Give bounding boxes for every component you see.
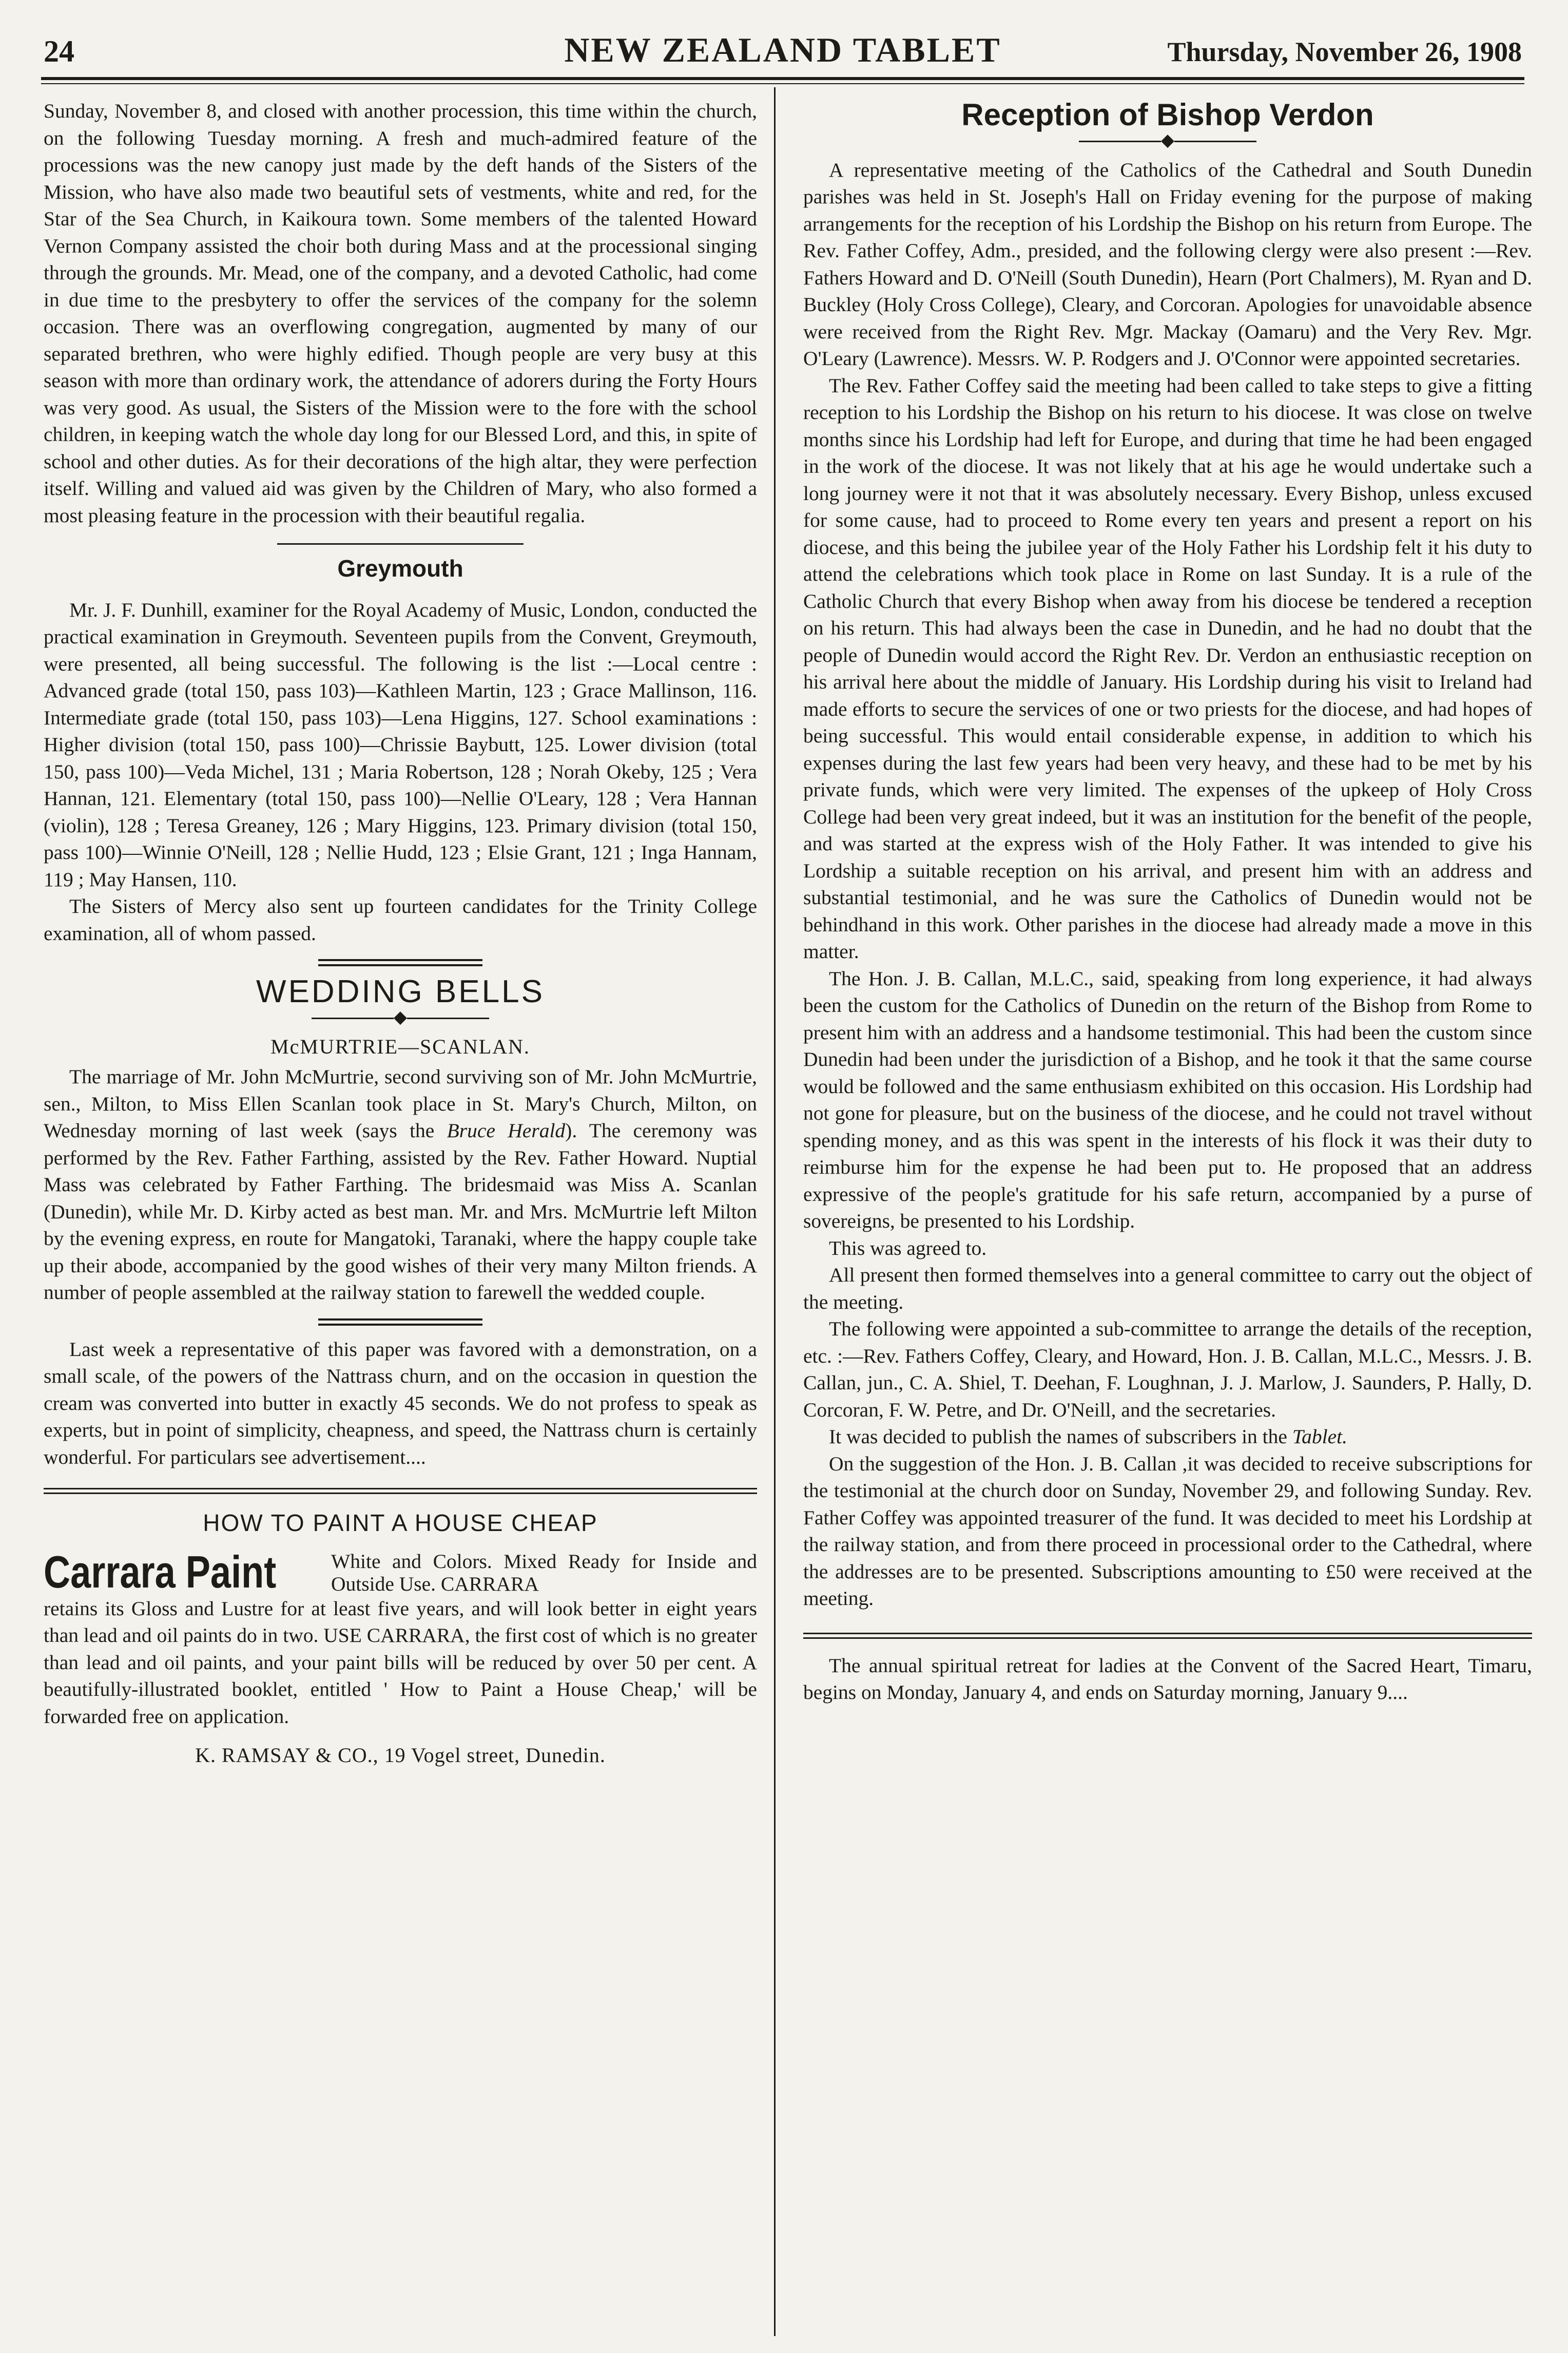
retreat-paragraph: The annual spiritual retreat for ladies at the Convent of the Sacred Heart, Timaru, begins on Monday, January 4, and ends on Saturday morning, January 9.... [803,1654,1532,1704]
page-number: 24 [44,34,74,68]
greymouth-heading: Greymouth [337,555,463,582]
advert-tagline: White and Colors. Mixed Ready for Inside and Outside Use. CARRARA [331,1549,757,1595]
reception-heading: Reception of Bishop Verdon [961,98,1374,132]
masthead-title: NEW ZEALAND TABLET [564,30,1001,69]
advert-body: retains its Gloss and Lustre for at least five years, and will look better in eight years than lead and oil paints do in two. USE CARRARA, the first cost of which is no greater than lead and oil paints, and your paint bills will be reduced by over 50 per cent. A beautifully-illustrated booklet, entitled ' How to Paint a House Cheap,' will be forwarded free on application. [44,1597,757,1728]
reception-paragraph: It was decided to publish the names of subscribers in the Tablet. [829,1425,1348,1448]
reception-paragraph: A representative meeting of the Catholics of the Cathedral and South Dunedin parishes was held in St. Joseph's Hall on Friday evening for the purpose of making arrangements for the reception of his Lordship the Bishop on his return from Europe. The Rev. Father Coffey, Adm., presided, and the following clergy were also present :—Rev. Fathers Howard and D. O'Neill (South Dunedin), Hearn (Port Chalmers), M. Ryan and D. Buckley (Holy Cross College), Cleary, and Corcoran. Apologies for unavoidable absence were received from the Right Rev. Mgr. Mackay (Oamaru) and the Very Rev. Mgr. O'Leary (Lawrence). Messrs. W. P. Rodgers and J. O'Connor were appointed secretaries. [803,158,1532,370]
reception-paragraph: The Hon. J. B. Callan, M.L.C., said, speaking from long experience, it had always been the custom for the Catholics of Dunedin on the return of the Bishop from Rome to present him with an address and a handsome testimonial. This had been the custom since Dunedin had been under the jurisdiction of a Bishop, and he took it that the same course would be followed and the same enthusiasm exhibited on this occasion. His Lordship had not gone for pleasure, but on the business of the diocese, and he could not travel without spending money, and as this was spent in the interests of his flock it was their duty to reimburse him for the expense he had been put to. He proposed that an address expressive of the people's gratitude for his safe return, accompanied by a purse of sovereigns, be presented to his Lordship. [803,967,1532,1232]
section-rule [277,543,524,545]
column-divider [774,87,776,2336]
wedding-subhead: McMURTRIE—SCANLAN. [270,1035,530,1058]
double-rule [318,959,482,966]
header-rule-thin [41,83,1524,84]
advert-rule [44,1488,757,1494]
advert-footer: K. RAMSAY & CO., 19 Vogel street, Dunedin. [195,1744,606,1767]
issue-date: Thursday, November 26, 1908 [1167,36,1522,67]
right-column [803,98,1532,1706]
advert-brand-row [44,1546,757,1597]
reception-paragraph: All present then formed themselves into a general committee to carry out the object of the meeting. [803,1264,1532,1313]
left-column [44,98,757,1769]
double-rule [318,1318,482,1326]
ornament-rule: ◆ [803,132,1532,149]
greymouth-paragraph-2: The Sisters of Mercy also sent up fourteen candidates for the Trinity College examination, all of whom passed. [44,895,757,945]
advert-brand: Carrara Paint [44,1546,277,1597]
reception-paragraph: This was agreed to. [829,1236,987,1259]
page-header [44,30,1522,77]
wedding-bells-heading: WEDDING BELLS [256,974,545,1009]
header-rule [41,77,1524,80]
reception-paragraph: The following were appointed a sub-committee to arrange the details of the reception, etc. :—Rev. Fathers Coffey, Cleary, and Howard, Hon. J. B. Callan, M.L.C., Messrs. J. B. Callan, jun., C. A. Shiel, T. Deehan, F. Loughnan, J. J. Marlow, J. Saunders, P. Hally, D. Corcoran, F. W. Petre, and Dr. O'Neill, and the secretaries. [803,1317,1532,1421]
advert-heading: HOW TO PAINT A HOUSE CHEAP [203,1509,598,1536]
reception-paragraph: On the suggestion of the Hon. J. B. Callan ,it was decided to receive subscriptions for the testimonial at the church door on Sunday, November 29, and following Sunday. Rev. Father Coffey was appointed treasurer of the fund. It was decided to meet his Lordship at the railway station, and from there proceed in processional order to the Cathedral, where the addresses are to be presented. Subscriptions amounting to £50 were received at the meeting. [803,1452,1532,1610]
newspaper-title: Tablet. [1292,1425,1348,1448]
ornament-rule: ◆ [44,1009,757,1026]
section-rule [803,1633,1532,1639]
reception-paragraph: The Rev. Father Coffey said the meeting had been called to take steps to give a fitting reception to his Lordship the Bishop on his return to his diocese. It was close on twelve months since his Lordship had left for Europe, and during that time he had been engaged in the work of the diocese. It was not likely that at his age he would undertake such a long journey were it not that it was absolutely necessary. Every Bishop, unless excused for some cause, had to proceed to Rome every ten years and present a report on his diocese, and this being the jubilee year of the Holy Father his Lordship felt it his duty to attend the celebrations which took place in Rome on last Sunday. It is a rule of the Catholic Church that every Bishop when away from his diocese be tendered a reception on his return. This had always been the case in Dunedin, and he had no doubt that the people of Dunedin would accord the Right Rev. Dr. Verdon an enthusiastic reception on his arrival here about the middle of January. His Lordship during his visit to Ireland had made efforts to secure the services of one or two priests for the diocese, and had hopes of being successful. This would entail considerable expense, in addition to which his expenses during the last few years had been very heavy, and these had to be met by his private funds, which were very limited. The expenses of the upkeep of Holy Cross College had been very great indeed, but it was an institution for the benefit of the people, and was started at the express wish of the Holy Father. It was intended to give his Lordship a suitable reception on his arrival, and present him with an address and substantial testimonial, and he was sure the Catholics of Dunedin would not be behindhand in this work. Other parishes in the diocese had already made a move in this matter. [803,374,1532,963]
greymouth-paragraph: Mr. J. F. Dunhill, examiner for the Royal Academy of Music, London, conducted the practical examination in Greymouth. Seventeen pupils from the Convent, Greymouth, were presented, all being successful. The following is the list :—Local centre : Advanced grade (total 150, pass 103)—Kathleen Martin, 123 ; Grace Mallinson, 116. Intermediate grade (total 150, pass 103)—Lena Higgins, 127. School examinations : Higher division (total 150, pass 100)—Chrissie Baybutt, 125. Lower division (total 150, pass 100)—Veda Michel, 131 ; Maria Robertson, 128 ; Norah Okeby, 125 ; Vera Hannan, 121. Elementary (total 150, pass 100)—Nellie O'Leary, 128 ; Vera Hannan (violin), 128 ; Teresa Greaney, 126 ; Mary Higgins, 123. Primary division (total 150, pass 100)—Winnie O'Neill, 128 ; Nellie Hudd, 123 ; Elsie Grant, 121 ; Inga Hannam, 119 ; May Hansen, 110. [44,598,757,891]
newspaper-title: Bruce Herald [447,1119,566,1142]
wedding-paragraph: The marriage of Mr. John McMurtrie, second surviving son of Mr. John McMurtrie, sen., Milton, to Miss Ellen Scanlan took place in St. Mary's Church, Milton, on Wednesday morning of last week (says the Bruce Herald). The ceremony was performed by the Rev. Father Farthing, assisted by the Rev. Father Howard. Nuptial Mass was celebrated by Father Farthing. The bridesmaid was Miss A. Scanlan (Dunedin), while Mr. D. Kirby acted as best man. Mr. and Mrs. McMurtrie left Milton by the evening express, en route for Mangatoki, Taranaki, where the happy couple take up their abode, accompanied by the good wishes of their very many Milton friends. A number of people assembled at the railway station to farewell the wedded couple. [44,1065,757,1304]
kaikoura-article-text: Sunday, November 8, and closed with another procession, this time within the church, on the following Tuesday morning. A fresh and much-admired feature of the processions was the new canopy just made by the deft hands of the Sisters of the Mission, who have also made two beautiful sets of vestments, white and red, for the Star of the Sea Church, in Kaikoura town. Some members of the talented Howard Vernon Company assisted the choir both during Mass and at the processional singing through the grounds. Mr. Mead, one of the company, and a devoted Catholic, had come in due time to the presbytery to offer the services of the company for the solemn occasion. There was an overflowing congregation, augmented by many of our separated brethren, who were highly edified. Though people are very busy at this season with more than ordinary work, the attendance of adorers during the Forty Hours was very good. As usual, the Sisters of the Mission were to the fore with the school children, in keeping watch the whole day long for our Blessed Lord, and this, in spite of school and other duties. As for their decorations of the high altar, they were perfection itself. Willing and valued aid was given by the Children of Mary, who also formed a most pleasing feature in the procession with their beautiful regalia. [44,100,757,527]
churn-paragraph: Last week a representative of this paper was favored with a demonstration, on a small scale, of the powers of the Nattrass churn, and on the occasion in question the cream was converted into butter in exactly 45 seconds. We do not profess to speak as experts, but in point of simplicity, cheapness, and speed, the Nattrass churn is certainly wonderful. For particulars see advertisement.... [44,1337,757,1468]
